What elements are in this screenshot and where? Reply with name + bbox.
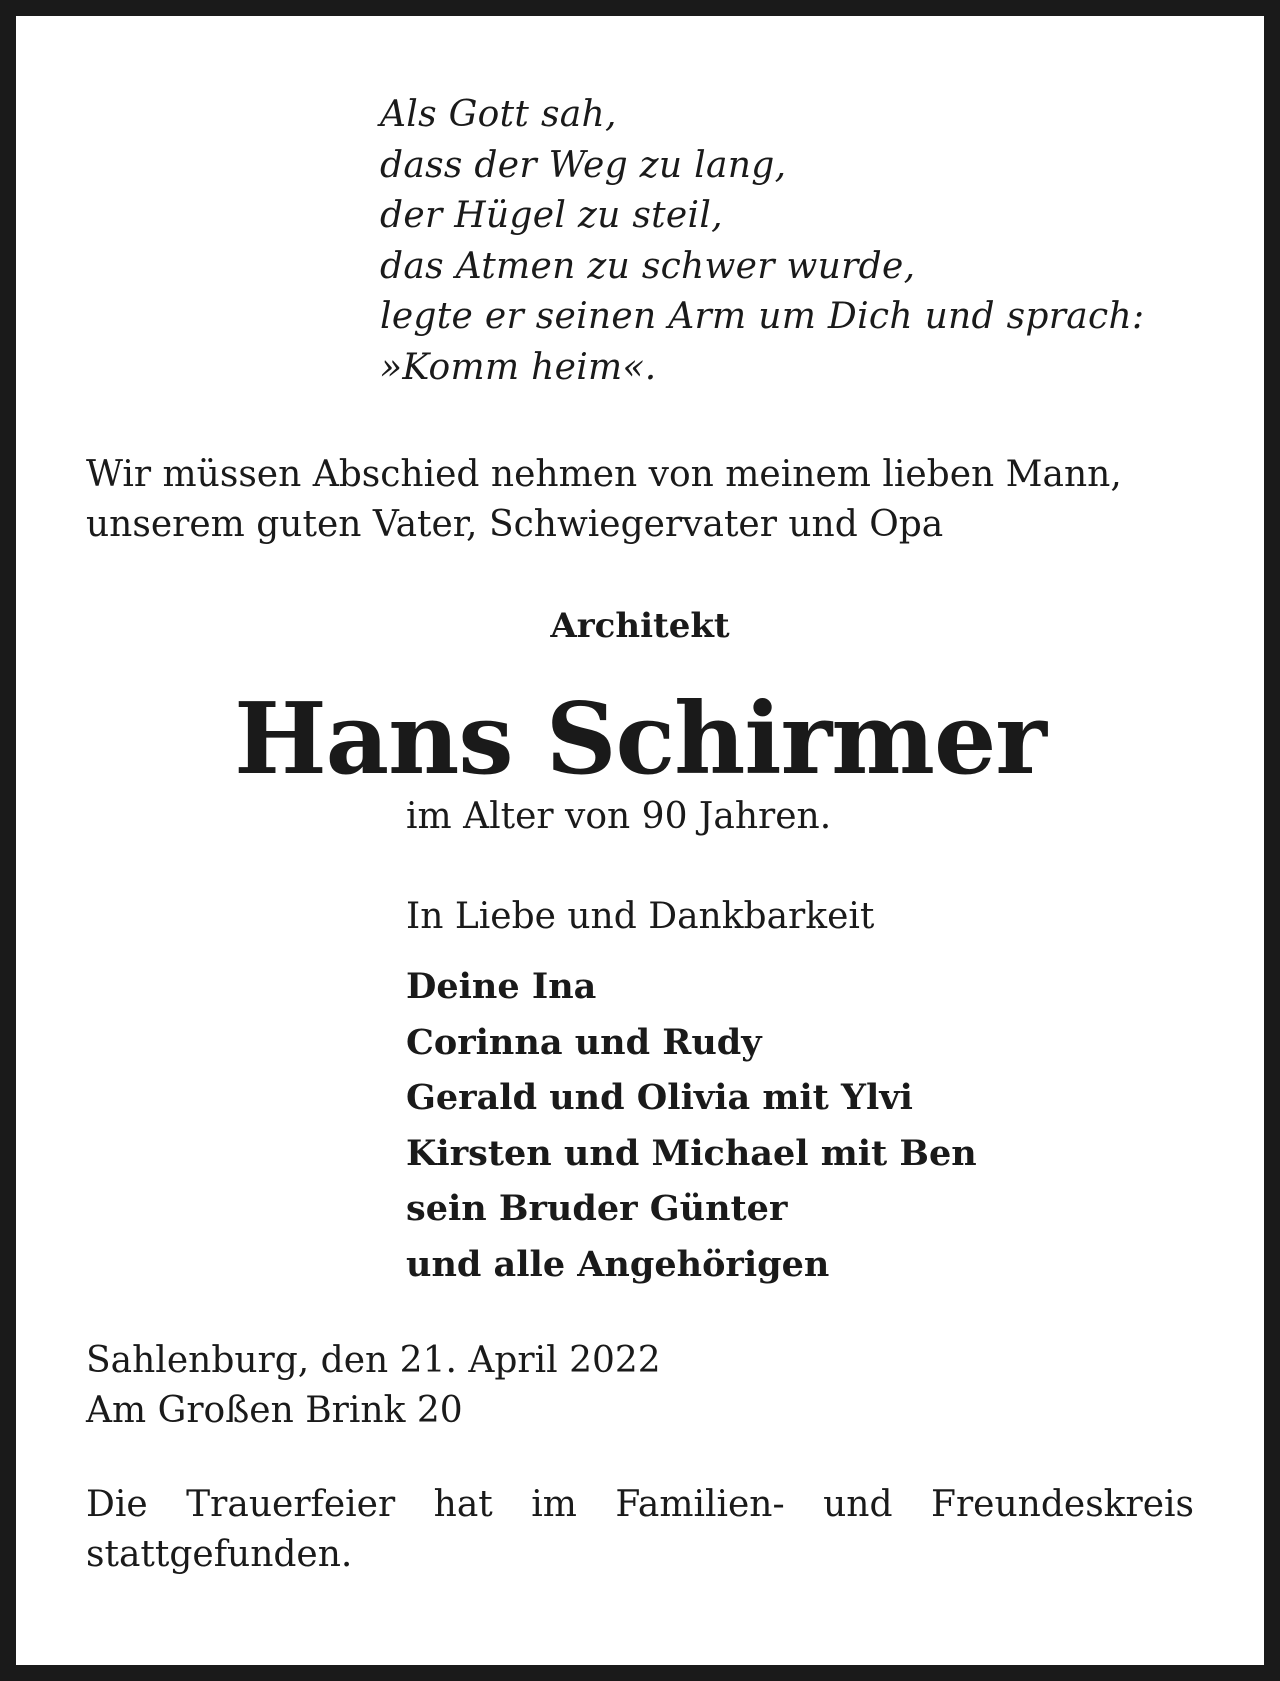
poem-line: legte er seinen Arm um Dich und sprach:	[380, 296, 1145, 337]
profession-title: Architekt	[550, 606, 730, 646]
poem-line: der Hügel zu steil,	[380, 195, 723, 236]
signer: Deine Ina	[406, 966, 597, 1007]
deceased-name: Hans Schirmer	[234, 682, 1046, 797]
signer: sein Bruder Günter	[406, 1188, 788, 1230]
signer: und alle Angehörigen	[406, 1243, 830, 1285]
gratitude-line: In Liebe und Dankbarkeit	[406, 896, 875, 937]
ceremony-line: Die Trauerfeier hat im Familien- und Freundeskreis	[86, 1484, 1194, 1525]
address-line: Am Großen Brink 20	[86, 1390, 463, 1431]
intro-line: Wir müssen Abschied nehmen von meinem lieben Mann,	[86, 454, 1122, 495]
poem-line: dass der Weg zu lang,	[380, 144, 787, 186]
place-and-date	[86, 1336, 661, 1436]
poem-line: »Komm heim«.	[380, 346, 657, 388]
poem-line: das Atmen zu schwer wurde,	[380, 245, 916, 287]
date-line: Sahlenburg, den 21. April 2022	[86, 1340, 661, 1381]
poem-line: Als Gott sah,	[380, 94, 617, 135]
signers-list	[406, 959, 977, 1293]
signer: Gerald und Olivia mit Ylvi	[406, 1077, 913, 1119]
ceremony-note	[86, 1480, 1194, 1580]
ceremony-line: stattgefunden.	[86, 1534, 353, 1575]
signer: Corinna und Rudy	[406, 1021, 762, 1063]
intro-line: unserem guten Vater, Schwiegervater und Opa	[86, 504, 944, 545]
signer: Kirsten und Michael mit Ben	[406, 1132, 977, 1174]
poem	[380, 90, 1144, 393]
age-line: im Alter von 90 Jahren.	[406, 796, 832, 837]
farewell-intro	[86, 450, 1122, 550]
